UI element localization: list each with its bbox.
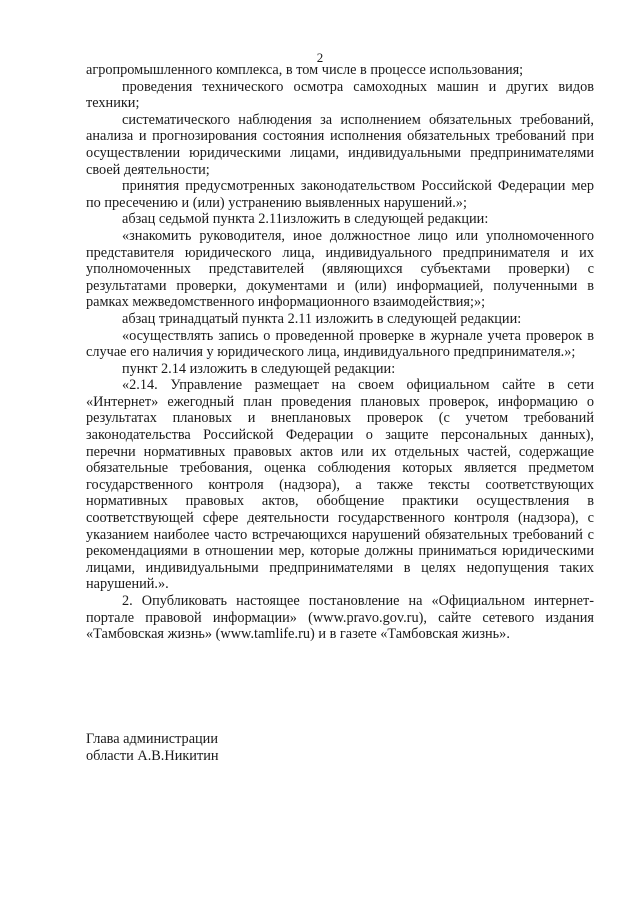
paragraph: систематического наблюдения за исполнением обязательных требований, анализа и прогнозирования состояния исполнения обязательных требований при осуществлении юридическими лицами, индивидуальными предпринимателями своей деятельности; [86, 111, 594, 178]
paragraph: «2.14. Управление размещает на своем официальном сайте в сети «Интернет» ежегодный план проведения плановых проверок, информацию о результатах плановых и внеплановых проверок (с учетом требований законодательства Российской Федерации о защите персональных данных), перечни нормативных правовых актов или их отдельных частей, содержащие обязательные требования, оценка соблюдения которых является предметом государственного контроля (надзора), а также тексты соответствующих нормативных правовых актов, обобщение практики осуществления в соответствующей сфере деятельности государственного контроля (надзора), с указанием наиболее часто встречающихся нарушений обязательных требований с рекомендациями в отношении мер, которые должны приниматься юридическими лицами, индивидуальными предпринимателями в целях недопущения таких нарушений.». [86, 377, 594, 593]
paragraph: 2. Опубликовать настоящее постановление на «Официальном интернет-портале правовой информации» (www.pravo.gov.ru), сайте сетевого издания «Тамбовская жизнь» (www.tamlife.ru) и в газете «Тамбовская жизнь». [86, 593, 594, 643]
paragraph: «знакомить руководителя, иное должностное лицо или уполномоченного представителя юридического лица, индивидуального предпринимателя и их уполномоченных представителей (являющихся субъектами проверки) с результатами проверки, документами и (или) информацией, полученными в рамках межведомственного информационного взаимодействия;»; [86, 227, 594, 311]
signature-title: Глава администрации [86, 731, 218, 747]
paragraph: принятия предусмотренных законодательством Российской Федерации мер по пресечению и (или) устранению выявленных нарушений.»; [86, 178, 594, 211]
signature-block [86, 731, 219, 764]
document-body [86, 62, 594, 643]
paragraph: абзац седьмой пункта 2.11изложить в следующей редакции: [122, 211, 489, 228]
signature-name: области А.В.Никитин [86, 747, 219, 764]
paragraph: пункт 2.14 изложить в следующей редакции: [122, 360, 396, 377]
page-number: 2 [316, 50, 324, 65]
paragraph: проведения технического осмотра самоходных машин и других видов техники; [86, 78, 594, 112]
paragraph: абзац тринадцатый пункта 2.11 изложить в следующей редакции: [122, 310, 522, 327]
paragraph: «осуществлять запись о проведенной проверке в журнале учета проверок в случае его наличия у юридического лица, индивидуального предпринимателя.»; [86, 327, 594, 361]
paragraph: агропромышленного комплекса, в том числе в процессе использования; [86, 62, 524, 78]
